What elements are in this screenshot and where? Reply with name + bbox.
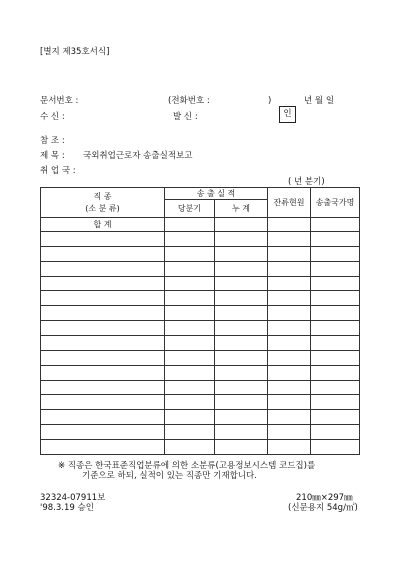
seal-stamp-box: 인 — [279, 106, 296, 123]
header-job-type-line2: (소 분 류) — [85, 204, 120, 213]
reference-label: 참 조 : — [40, 136, 65, 146]
table-cell[interactable] — [165, 261, 215, 276]
header-dispatch: 송 출 실 적 — [165, 188, 268, 200]
table-row — [41, 291, 360, 306]
table-cell[interactable] — [268, 306, 311, 321]
table-row — [41, 276, 360, 291]
table-cell[interactable] — [41, 350, 165, 365]
table-row — [41, 321, 360, 336]
table-cell[interactable] — [268, 395, 311, 410]
header-job-type-line1: 직 종 — [93, 192, 112, 201]
table-cell[interactable] — [215, 321, 268, 336]
table-cell[interactable] — [165, 276, 215, 291]
table-cell[interactable] — [41, 380, 165, 395]
table-cell[interactable] — [41, 440, 165, 455]
table-row — [41, 425, 360, 440]
table-cell[interactable] — [165, 350, 215, 365]
header-job-type — [41, 188, 165, 218]
table-cell[interactable] — [41, 276, 165, 291]
subject-label: 제 목 : — [40, 151, 65, 161]
header-cumulative: 누 계 — [215, 200, 268, 218]
phone-label: (전화번호 : — [168, 96, 210, 106]
table-cell[interactable] — [215, 440, 268, 455]
table-cell[interactable] — [311, 276, 360, 291]
table-cell[interactable] — [41, 425, 165, 440]
form-label: [별지 제35호서식] — [40, 47, 110, 57]
header-quarter: 당분기 — [165, 200, 215, 218]
table-cell[interactable] — [165, 425, 215, 440]
table-cell[interactable] — [41, 395, 165, 410]
recipient-label: 수 신 : — [40, 112, 65, 122]
table-row — [41, 350, 360, 365]
table-cell[interactable] — [41, 306, 165, 321]
table-row — [41, 380, 360, 395]
header-remaining: 잔류현원 — [268, 188, 311, 218]
table-cell[interactable] — [165, 218, 215, 232]
table-cell[interactable] — [268, 440, 311, 455]
period-label: ( 년 분기) — [288, 177, 325, 187]
table-cell[interactable] — [215, 246, 268, 261]
table-cell[interactable] — [311, 261, 360, 276]
sender-label: 발 신 : — [173, 112, 198, 122]
table-cell[interactable] — [268, 246, 311, 261]
table-cell[interactable] — [165, 440, 215, 455]
table-cell[interactable] — [268, 291, 311, 306]
table-cell[interactable] — [311, 218, 360, 232]
table-cell[interactable] — [215, 395, 268, 410]
table-cell[interactable] — [268, 425, 311, 440]
table-row — [41, 336, 360, 351]
table-row — [41, 261, 360, 276]
table-cell[interactable] — [311, 321, 360, 336]
table-cell[interactable] — [215, 350, 268, 365]
table-cell[interactable] — [215, 365, 268, 380]
table-cell[interactable] — [215, 425, 268, 440]
table-cell[interactable] — [268, 410, 311, 425]
table-cell[interactable] — [311, 365, 360, 380]
table-row — [41, 440, 360, 455]
table-cell[interactable] — [41, 336, 165, 351]
table-cell[interactable] — [41, 232, 165, 247]
paper-type: (신문용지 54g/㎡) — [288, 503, 358, 513]
table-cell[interactable] — [311, 350, 360, 365]
table-cell[interactable] — [311, 380, 360, 395]
table-cell[interactable] — [268, 218, 311, 232]
table-cell[interactable] — [165, 246, 215, 261]
table-cell[interactable] — [215, 410, 268, 425]
table-cell[interactable] — [165, 232, 215, 247]
table-cell[interactable] — [165, 395, 215, 410]
table-cell[interactable] — [165, 291, 215, 306]
table-cell[interactable] — [215, 261, 268, 276]
table-cell[interactable] — [215, 380, 268, 395]
dispatch-record-table — [40, 187, 360, 455]
table-cell[interactable] — [268, 276, 311, 291]
table-cell[interactable] — [165, 380, 215, 395]
table-cell[interactable] — [268, 365, 311, 380]
date-label: 년 월 일 — [304, 96, 335, 106]
table-cell[interactable] — [215, 218, 268, 232]
bureau-label: 취 업 국 : — [40, 166, 76, 176]
table-cell[interactable] — [41, 246, 165, 261]
table-cell[interactable] — [311, 425, 360, 440]
table-cell[interactable] — [215, 336, 268, 351]
table-cell[interactable] — [165, 410, 215, 425]
table-cell[interactable] — [311, 440, 360, 455]
paper-size: 210㎜×297㎜ — [296, 493, 353, 503]
table-row — [41, 246, 360, 261]
table-cell[interactable] — [165, 365, 215, 380]
table-cell[interactable] — [41, 410, 165, 425]
approval-date: '98.3.19 승인 — [40, 503, 94, 513]
table-cell[interactable] — [311, 395, 360, 410]
table-row — [41, 365, 360, 380]
phone-close: ) — [268, 96, 272, 106]
doc-number-label: 문서번호 : — [40, 96, 79, 106]
table-cell[interactable] — [268, 321, 311, 336]
table-row — [41, 232, 360, 247]
table-cell[interactable] — [311, 306, 360, 321]
total-label: 합 계 — [41, 218, 165, 232]
table-cell[interactable] — [41, 291, 165, 306]
table-cell[interactable] — [268, 350, 311, 365]
subject-value: 국외취업근로자 송출실적보고 — [83, 151, 193, 161]
table-cell[interactable] — [268, 336, 311, 351]
table-cell[interactable] — [311, 291, 360, 306]
table-cell[interactable] — [165, 306, 215, 321]
note-line-2: 기준으로 하되, 실적이 있는 직종만 기재합니다. — [82, 471, 257, 481]
table-cell[interactable] — [215, 306, 268, 321]
table-cell[interactable] — [215, 291, 268, 306]
note-line-1: ※ 직종은 한국표준직업분류에 의한 소분류(고용정보시스템 코드집)를 — [58, 461, 316, 471]
table-cell[interactable] — [311, 246, 360, 261]
table-cell[interactable] — [268, 261, 311, 276]
table-cell[interactable] — [311, 410, 360, 425]
table-row — [41, 395, 360, 410]
table-cell[interactable] — [41, 365, 165, 380]
table-cell[interactable] — [215, 232, 268, 247]
table-row — [41, 410, 360, 425]
table-cell[interactable] — [311, 336, 360, 351]
header-countries: 송출국가명 — [311, 188, 360, 218]
table-row — [41, 306, 360, 321]
table-cell[interactable] — [165, 336, 215, 351]
table-cell[interactable] — [311, 232, 360, 247]
table-cell[interactable] — [215, 276, 268, 291]
table-cell[interactable] — [41, 321, 165, 336]
table-cell[interactable] — [165, 321, 215, 336]
form-code: 32324-07911보 — [40, 493, 106, 503]
table-cell[interactable] — [41, 261, 165, 276]
table-cell[interactable] — [268, 380, 311, 395]
table-cell[interactable] — [268, 232, 311, 247]
